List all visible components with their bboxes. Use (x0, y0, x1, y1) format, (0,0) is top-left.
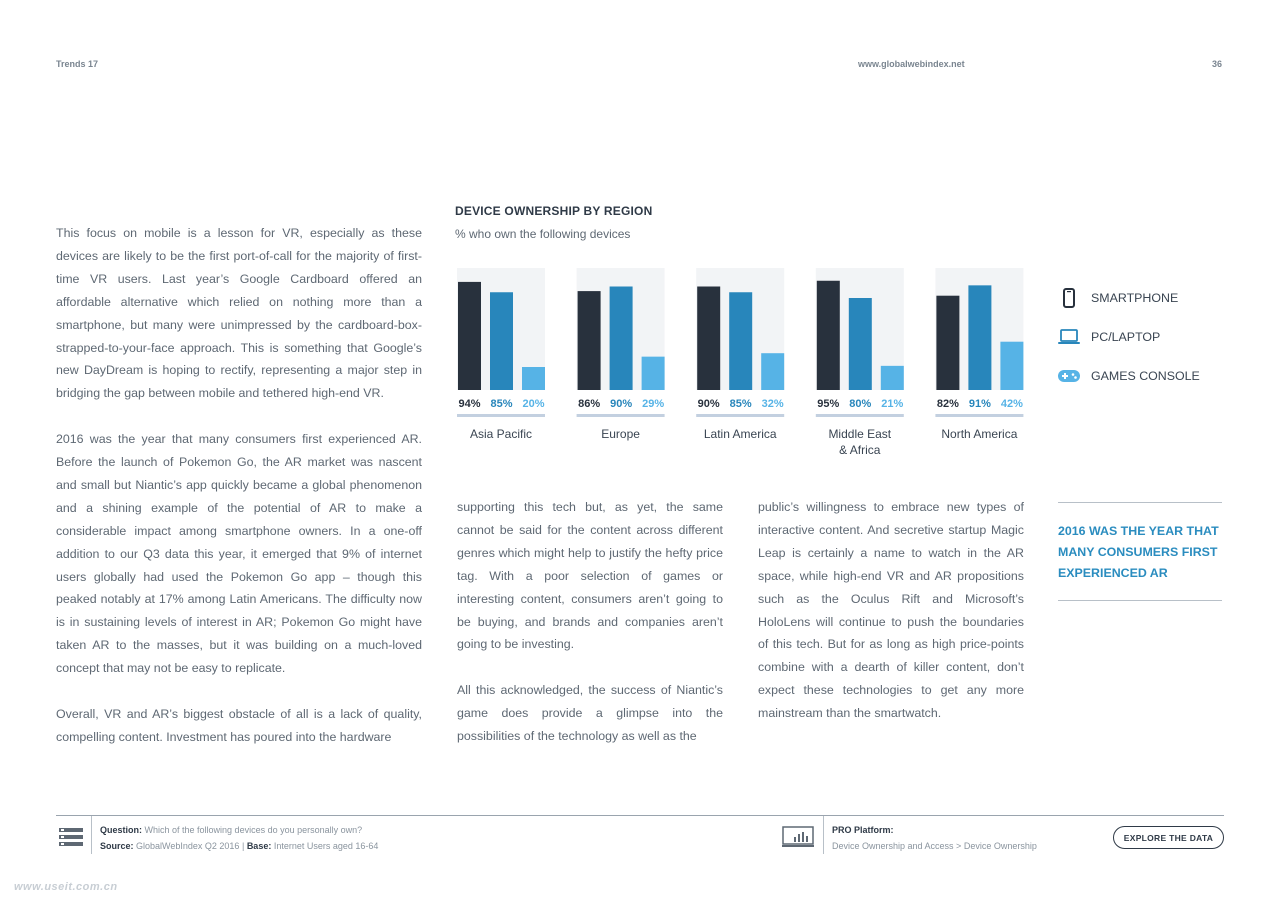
bar-value-label: 91% (968, 398, 991, 410)
legend-item-smartphone (1058, 287, 1200, 309)
category-label: & Africa (839, 443, 881, 457)
bar-laptop (729, 292, 752, 390)
watermark: www.useit.com.cn (14, 881, 118, 893)
paragraph: All this acknowledged, the success of Niantic’s game does provide a glimpse into the possibilities of the technology as well as the (457, 683, 723, 744)
database-icon (59, 827, 83, 852)
bar-value-label: 20% (522, 398, 545, 410)
bar-smartphone (817, 281, 840, 390)
chart-subtitle: % who own the following devices (455, 227, 631, 241)
base-label: Base: (246, 841, 272, 851)
bar-laptop (610, 287, 633, 391)
bar-value-label: 95% (817, 398, 840, 410)
callout-divider (1058, 502, 1222, 503)
base-text: Internet Users aged 16-64 (273, 841, 379, 851)
gamepad-icon (1058, 365, 1080, 387)
bar-console (881, 366, 904, 390)
category-label: Middle East (828, 427, 892, 441)
explore-data-button[interactable]: EXPLORE THE DATA (1113, 826, 1224, 849)
legend-item-laptop (1058, 326, 1200, 348)
header-url[interactable]: www.globalwebindex.net (858, 59, 965, 69)
category-label: Europe (601, 427, 640, 441)
legend-label-console: GAMES CONSOLE (1091, 369, 1200, 383)
laptop-icon (1058, 326, 1080, 348)
bar-console (642, 357, 665, 390)
page-number: 36 (1212, 59, 1223, 69)
pro-label: PRO Platform: (832, 825, 894, 835)
question-label: Question: (100, 825, 142, 835)
header-section-label: Trends 17 (56, 59, 99, 69)
smartphone-icon (1058, 287, 1080, 309)
category-label: North America (941, 427, 1018, 441)
bar-value-label: 85% (490, 398, 513, 410)
bar-value-label: 90% (610, 398, 633, 410)
bar-smartphone (697, 287, 720, 391)
source-text: GlobalWebIndex Q2 2016 (136, 841, 240, 851)
footer-separator (823, 816, 824, 854)
footer-divider (56, 815, 1224, 816)
text-column-1 (56, 222, 422, 749)
chart-legend (1058, 287, 1200, 387)
paragraph: 2016 was the year that many consumers first experienced AR. Before the launch of Pokemon Go, the AR market was nascent and small but Niantic’s app quickly became a global phenomenon and a shining example of the potential of AR to make a considerable impact among smartphone owners. In a one-off addition to our Q3 data this year, it emerged that 9% of internet users globally had used the Pokemon Go app – though this peaked notably at 17% among Latin Americans. The difficulty now is in sustaining levels of interest in AR; Pokemon Go might have taken AR to the masses, but it was building on a much-loved concept that may not be easy to replicate. (56, 432, 422, 676)
callout-divider (1058, 600, 1222, 601)
legend-label-laptop: PC/LAPTOP (1091, 330, 1161, 344)
category-underline (935, 414, 1023, 417)
question-text: Which of the following devices do you personally own? (144, 825, 363, 835)
text-column-2 (457, 496, 723, 748)
pro-platform-label (832, 822, 894, 838)
paragraph: supporting this tech but, as yet, the same cannot be said for the content across different genres which might help to justify the hefty price tag. With a poor selection of games or interesting content, consumers aren’t going to be buying, and brands and companies aren’t going to be investing. (457, 500, 723, 652)
source-label: Source: (100, 841, 134, 851)
category-underline (696, 414, 784, 417)
pro-platform-path[interactable]: Device Ownership and Access > Device Ownership (832, 841, 1037, 851)
text-column-3 (758, 496, 1024, 725)
bar-smartphone (936, 296, 959, 390)
paragraph: public’s willingness to embrace new types of interactive content. And secretive startup Magic Leap is certainly a name to watch in the AR space, while high-end VR and AR propositions such as the Oculus Rift and Microsoft’s HoloLens will continue to push the boundaries of this tech. But for as long as high price-points combine with a dearth of killer content, don’t expect these technologies to get any more mainstream than the smartwatch. (758, 500, 1024, 721)
legend-label-smartphone: SMARTPHONE (1091, 291, 1179, 305)
bar-value-label: 29% (642, 398, 665, 410)
paragraph: Overall, VR and AR’s biggest obstacle of all is a lack of quality, compelling content. Investment has poured into the hardware (56, 707, 422, 744)
bar-laptop (968, 285, 991, 390)
category-label: Latin America (703, 427, 777, 441)
bar-value-label: 42% (1000, 398, 1023, 410)
bar-console (522, 367, 545, 390)
device-ownership-chart (450, 262, 1040, 467)
bar-smartphone (578, 291, 601, 390)
footer-separator (91, 816, 92, 854)
bar-value-label: 82% (936, 398, 959, 410)
bar-value-label: 85% (729, 398, 752, 410)
bar-laptop (490, 292, 513, 390)
bar-value-label: 94% (458, 398, 481, 410)
category-underline (816, 414, 904, 417)
footer-pipe: | (241, 841, 245, 851)
bar-value-label: 32% (761, 398, 784, 410)
paragraph: This focus on mobile is a lesson for VR, especially as these devices are likely to be the first port-of-call for the majority of first-time VR users. Last year’s Google Cardboard offered an affordable alternative which relied on nothing more than a smartphone, but many were unimpressed by the cardboard-box-strapped-to-your-face approach. This is something that Google’s new DayDream is hoping to rectify, representing a major step in bridging the gap between mobile and tethered high-end VR. (56, 226, 422, 401)
callout-quote: 2016 WAS THE YEAR THAT MANY CONSUMERS FIRST EXPERIENCED AR (1058, 524, 1219, 580)
legend-item-console (1058, 365, 1200, 387)
category-label: Asia Pacific (469, 427, 533, 441)
footer-source (100, 838, 378, 854)
bar-console (761, 353, 784, 390)
chart-title: DEVICE OWNERSHIP BY REGION (455, 204, 653, 218)
bar-value-label: 80% (849, 398, 872, 410)
bar-console (1000, 342, 1023, 390)
bar-laptop (849, 298, 872, 390)
category-underline (577, 414, 665, 417)
bar-smartphone (458, 282, 481, 390)
category-underline (457, 414, 545, 417)
footer-question (100, 822, 362, 838)
bar-value-label: 90% (697, 398, 720, 410)
monitor-chart-icon (782, 826, 814, 853)
bar-value-label: 21% (881, 398, 904, 410)
bar-value-label: 86% (578, 398, 601, 410)
